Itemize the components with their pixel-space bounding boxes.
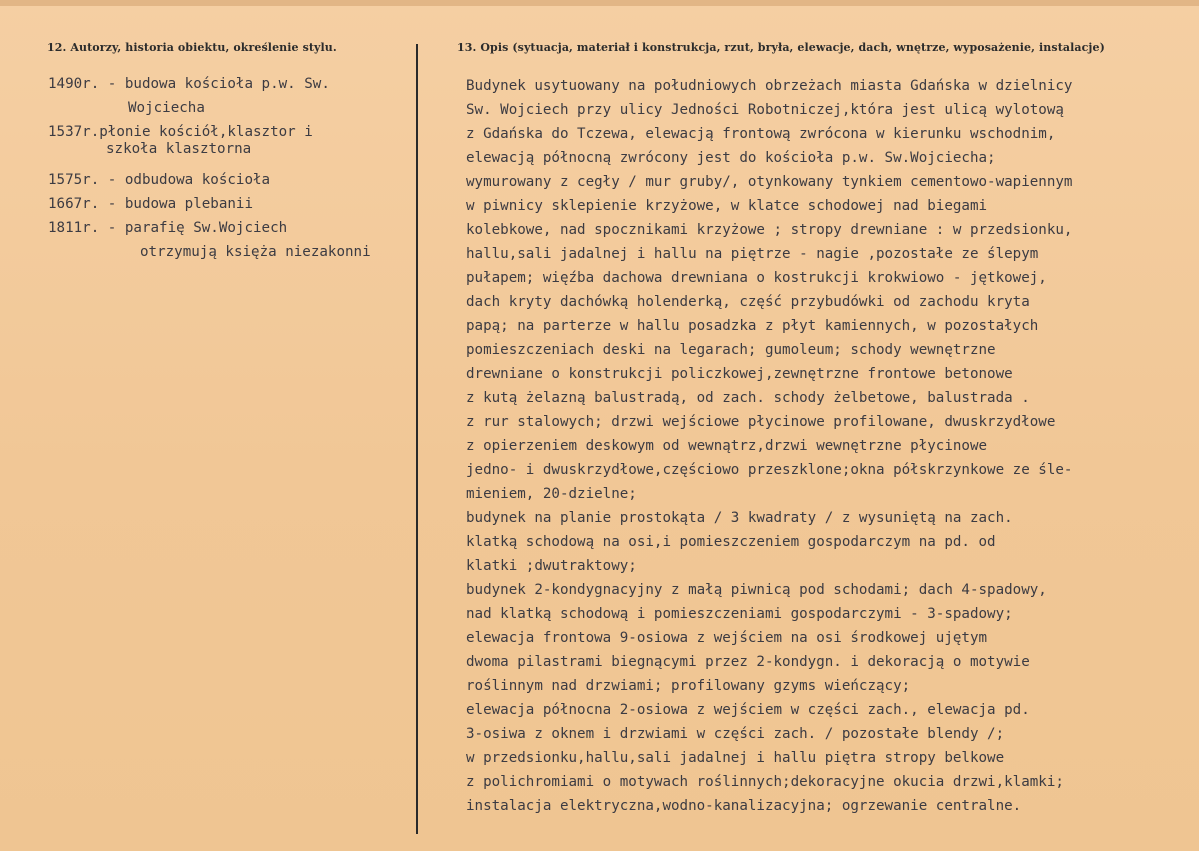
description-line: elewacja północna 2-osiowa z wejściem w części zach., elewacja pd. — [466, 702, 1030, 718]
history-entry-line1: 1575r. - odbudowa kościoła — [48, 172, 271, 188]
description-line: mieniem, 20-dzielne; — [466, 486, 637, 502]
description-line: z polichromiami o motywach roślinnych;dekoracyjne okucia drzwi,klamki; — [466, 774, 1064, 790]
section-12-header: 12. Autorzy, historia obiektu, określenie stylu. — [47, 41, 337, 54]
history-entry — [48, 122, 313, 156]
description-line: papą; na parterze w hallu posadzka z płyt kamiennych, w pozostałych — [466, 318, 1039, 334]
description-line: z Gdańska do Tczewa, elewacją frontową zwrócona w kierunku wschodnim, — [466, 126, 1056, 142]
description-line: w piwnicy sklepienie krzyżowe, w klatce schodowej nad biegami — [466, 198, 988, 214]
history-entry-line2: Wojciecha — [128, 100, 205, 116]
description-line: roślinnym nad drzwiami; profilowany gzyms wieńczący; — [466, 678, 911, 694]
history-entry-line1: 1811r. - parafię Sw.Wojciech — [48, 220, 288, 236]
description-line: hallu,sali jadalnej i hallu na piętrze - nagie ,pozostałe ze ślepym — [466, 246, 1039, 262]
description-line: z kutą żelazną balustradą, od zach. schody żelbetowe, balustrada . — [466, 390, 1030, 406]
history-entry-line2: szkoła klasztorna — [106, 141, 252, 157]
description-line: Budynek usytuowany na południowych obrzeżach miasta Gdańska w dzielnicy — [466, 78, 1073, 94]
description-line: pomieszczeniach deski na legarach; gumoleum; schody wewnętrzne — [466, 342, 996, 358]
history-entry-line1: 1537r.płonie kościół,klasztor i — [48, 124, 313, 140]
description-line: drewniane o konstrukcji policzkowej,zewnętrzne frontowe betonowe — [466, 366, 1013, 382]
description-line: budynek 2-kondygnacyjny z małą piwnicą pod schodami; dach 4-spadowy, — [466, 582, 1047, 598]
description-line: w przedsionku,hallu,sali jadalnej i hallu piętra stropy belkowe — [466, 750, 1005, 766]
section-13-header: 13. Opis (sytuacja, materiał i konstrukcja, rzut, bryła, elewacje, dach, wnętrze, wyposażenie, instalacje) — [457, 41, 1105, 54]
history-entry-line2: otrzymują księża niezakonni — [140, 244, 371, 260]
history-entry-line1: 1667r. - budowa plebanii — [48, 196, 253, 212]
description-line: kolebkowe, nad spocznikami krzyżowe ; stropy drewniane : w przedsionku, — [466, 222, 1073, 238]
description-line: jedno- i dwuskrzydłowe,częściowo przeszklone;okna półskrzynkowe ze śle- — [466, 462, 1073, 478]
history-entry — [48, 168, 270, 192]
description-line: dwoma pilastrami biegnącymi przez 2-kondygn. i dekoracją o motywie — [466, 654, 1030, 670]
description-line: elewacją północną zwrócony jest do kościoła p.w. Sw.Wojciecha; — [466, 150, 996, 166]
description-line: 3-osiwa z oknem i drzwiami w części zach. / pozostałe blendy /; — [466, 726, 1005, 742]
history-entry — [48, 192, 253, 216]
history-entry — [48, 72, 330, 120]
column-divider — [416, 44, 418, 834]
description-line: klatki ;dwutraktowy; — [466, 558, 637, 574]
description-line: wymurowany z cegły / mur gruby/, otynkowany tynkiem cementowo-wapiennym — [466, 174, 1073, 190]
description-line: klatką schodową na osi,i pomieszczeniem gospodarczym na pd. od — [466, 534, 996, 550]
description-line: pułapem; więźba dachowa drewniana o kostrukcji krokwiowo - jętkowej, — [466, 270, 1047, 286]
description-line: z opierzeniem deskowym od wewnątrz,drzwi wewnętrzne płycinowe — [466, 438, 988, 454]
description-line: dach kryty dachówką holenderką, część przybudówki od zachodu kryta — [466, 294, 1030, 310]
history-entry-line1: 1490r. - budowa kościoła p.w. Sw. — [48, 76, 330, 92]
description-line: elewacja frontowa 9-osiowa z wejściem na osi środkowej ujętym — [466, 630, 988, 646]
history-entry — [48, 216, 371, 264]
description-line: nad klatką schodową i pomieszczeniami gospodarczymi - 3-spadowy; — [466, 606, 1013, 622]
description-line: z rur stalowych; drzwi wejściowe płycinowe profilowane, dwuskrzydłowe — [466, 414, 1056, 430]
description-line: instalacja elektryczna,wodno-kanalizacyjna; ogrzewanie centralne. — [466, 798, 1022, 814]
description-line: budynek na planie prostokąta / 3 kwadraty / z wysuniętą na zach. — [466, 510, 1013, 526]
description-line: Sw. Wojciech przy ulicy Jedności Robotniczej,która jest ulicą wylotową — [466, 102, 1064, 118]
